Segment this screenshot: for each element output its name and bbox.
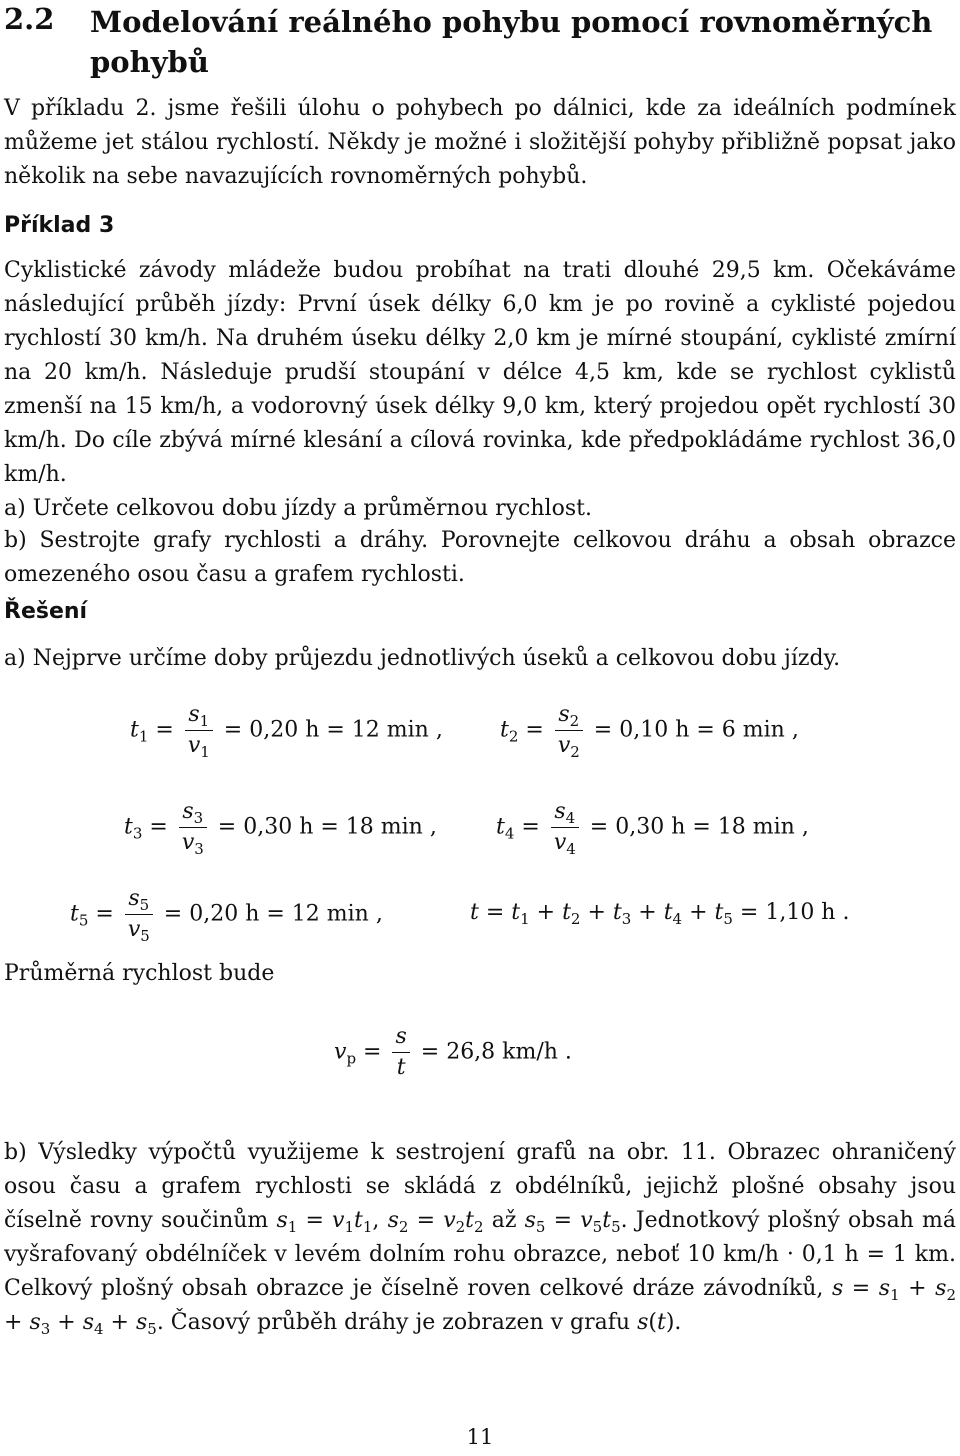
example-text: Cyklistické závody mládeže budou probíhat na trati dlouhé 29,5 km. Očekáváme následující průběh jízdy: První úsek délky 6,0 km je po rovině a cyklisté pojedou rychlostí 30 km/h. Na druhém úseku délky 2,0 km je mírné stoupání, cyklisté zmírní na 20 km/h. Následuje prudší stoupání v délce 4,5 km, kde se rychlost cyklistů zmenší na 15 km/h, a vodorovný úsek délky 9,0 km, který projedou opět rychlostí 30 km/h. Do cíle zbývá mírné klesání a cílová rovinka, kde předpokládáme rychlost 36,0 km/h. (4, 258, 956, 487)
section-title: Modelování reálného pohybu pomocí rovnoměrných pohybů (90, 5, 933, 79)
solution-part-a: a) Nejprve určíme doby průjezdu jednotlivých úseků a celkovou dobu jízdy. (4, 646, 841, 671)
equation-average-speed: $v_p$ = $\frac{s}{t}$ = 26,8 km/h . (334, 1024, 572, 1080)
example-heading: Příklad 3 (4, 213, 115, 238)
equation-t4: $t_4$ = $\frac{s_4}{v_4}$ = 0,30 h = 18 min , (496, 799, 809, 858)
task-b: b) Sestrojte grafy rychlosti a dráhy. Porovnejte celkovou dráhu a obsah obrazce omezeného osou času a grafem rychlosti. (4, 528, 956, 587)
intro-paragraph: V příkladu 2. jsme řešili úlohu o pohybech po dálnici, kde za ideálních podmínek můžeme jet stálou rychlostí. Někdy je možné i složitější pohyby přibližně popsat jako několik na sebe navazujících rovnoměrných pohybů. (4, 96, 956, 189)
task-a: a) Určete celkovou dobu jízdy a průměrnou rychlost. (4, 496, 592, 521)
solution-heading: Řešení (4, 599, 88, 624)
solution-part-b: b) Výsledky výpočtů využijeme k sestrojení grafů na obr. 11. Obrazec ohraničený osou času a grafem rychlosti se skládá z obdélníků, jejichž plošné obsahy jsou číselně rovny součinům $s_1 = v_1t_1$, $s_2 = v_2t_2$ až $s_5 = v_5t_5$. Jednotkový plošný obsah má vyšrafovaný obdélníček v levém dolním rohu obrazce, neboť 10 km/h · 0,1 h = 1 km. Celkový plošný obsah obrazce je číselně roven celkové dráze závodníků, $s = s_1 + s_2 + s_3 + s_4 + s_5$. Časový průběh dráhy je zobrazen v grafu s(t). (4, 1140, 957, 1338)
section-number: 2.2 (4, 2, 55, 36)
equation-t2: $t_2$ = $\frac{s_2}{v_2}$ = 0,10 h = 6 min , (500, 702, 799, 761)
page-number: 11 (466, 1425, 494, 1449)
average-speed-label: Průměrná rychlost bude (4, 961, 275, 986)
equation-total-time: $t = t_1 + t_2 + t_3 + t_4 + t_5 = 1,10$ h . (470, 900, 850, 928)
equation-t1: $t_1$ = $\frac{s_1}{v_1}$ = 0,20 h = 12 min , (130, 702, 443, 761)
equation-t3: $t_3$ = $\frac{s_3}{v_3}$ = 0,30 h = 18 min , (124, 799, 437, 858)
equation-t5: $t_5$ = $\frac{s_5}{v_5}$ = 0,20 h = 12 min , (70, 886, 383, 945)
